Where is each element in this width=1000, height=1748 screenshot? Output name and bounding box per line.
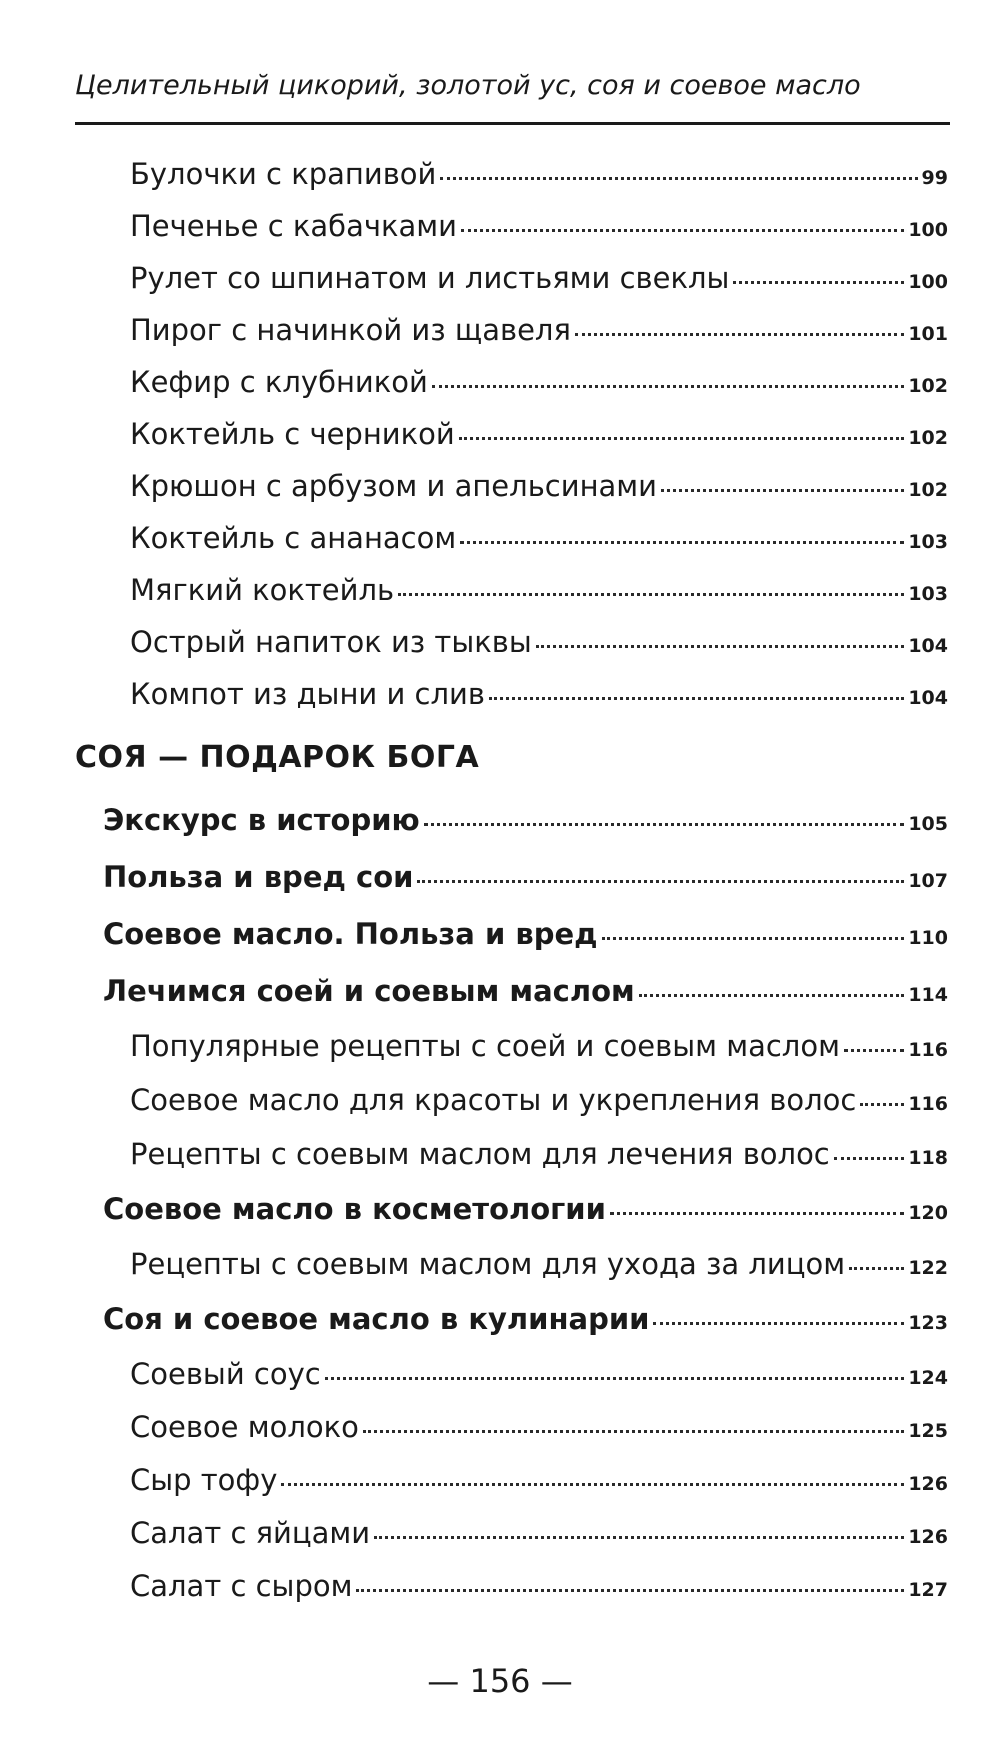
toc-entry[interactable]: [130, 1132, 948, 1176]
toc-entry-label: Соевое масло в косметологии: [103, 1192, 606, 1226]
toc-entry-label: Рецепты с соевым маслом для лечения волос: [130, 1137, 830, 1171]
toc-entry-label: Популярные рецепты с соей и соевым маслом: [130, 1029, 840, 1063]
dot-leader: [440, 177, 917, 180]
toc-entry[interactable]: [130, 256, 948, 300]
toc-entry-label: Пирог с начинкой из щавеля: [130, 313, 571, 347]
dot-leader: [602, 937, 905, 940]
toc-entry-page: 105: [908, 813, 948, 835]
dot-leader: [844, 1049, 904, 1052]
toc-entry-label: Острый напиток из тыквы: [130, 625, 532, 659]
dot-leader: [653, 1322, 904, 1325]
toc-entry[interactable]: [103, 1187, 948, 1231]
toc-entry-page: 102: [908, 375, 948, 397]
toc-entry[interactable]: [103, 912, 948, 956]
toc-entry-label: Салат с яйцами: [130, 1516, 371, 1550]
toc-entry-label: Соя и соевое масло в кулинарии: [103, 1302, 650, 1336]
toc-entry[interactable]: [130, 204, 948, 248]
toc-entry[interactable]: [103, 798, 948, 842]
dot-leader: [536, 645, 905, 648]
dot-leader: [424, 823, 905, 826]
toc-entry[interactable]: [130, 412, 948, 456]
toc-entry-label: Соевый соус: [130, 1357, 321, 1391]
dot-leader: [363, 1430, 904, 1433]
toc-entry-page: 116: [908, 1093, 948, 1115]
toc-entry[interactable]: [130, 308, 948, 352]
page-number: — 156 —: [427, 1662, 573, 1700]
toc-entry[interactable]: [130, 360, 948, 404]
toc-entry-page: 102: [908, 427, 948, 449]
toc-entry-page: 120: [908, 1202, 948, 1224]
toc-entry-label: Соевое масло для красоты и укрепления волос: [130, 1083, 857, 1117]
dot-leader: [461, 229, 904, 232]
toc-entry[interactable]: [130, 1242, 948, 1286]
toc-entry[interactable]: [130, 1078, 948, 1122]
toc-entry-label: Кефир с клубникой: [130, 365, 428, 399]
toc-entry[interactable]: [130, 1458, 948, 1502]
toc-entry[interactable]: [130, 1564, 948, 1608]
toc-entry-label: Коктейль с ананасом: [130, 521, 457, 555]
toc-entry-page: 104: [908, 687, 948, 709]
toc-entry-page: 116: [908, 1039, 948, 1061]
dot-leader: [860, 1103, 904, 1106]
toc-entry[interactable]: [130, 1511, 948, 1555]
dot-leader: [849, 1267, 904, 1270]
toc-entry-label: Экскурс в историю: [103, 803, 420, 837]
toc-entry-page: 126: [908, 1526, 948, 1548]
dot-leader: [325, 1377, 905, 1380]
toc-entry-label: Сыр тофу: [130, 1463, 278, 1497]
toc-entry[interactable]: [130, 464, 948, 508]
toc-entry-page: 114: [908, 984, 948, 1006]
toc-entry-label: Лечимся соей и соевым маслом: [103, 974, 635, 1008]
toc-entry-page: 103: [908, 583, 948, 605]
toc-entry-page: 122: [908, 1257, 948, 1279]
dot-leader: [417, 880, 904, 883]
toc-entry-label: Соевое молоко: [130, 1410, 359, 1444]
toc-entry-page: 107: [908, 870, 948, 892]
toc-entry[interactable]: [130, 516, 948, 560]
dot-leader: [733, 281, 904, 284]
dot-leader: [834, 1157, 905, 1160]
toc-entry-label: Мягкий коктейль: [130, 573, 395, 607]
dot-leader: [460, 541, 904, 544]
toc-entry[interactable]: [130, 152, 948, 196]
dot-leader: [575, 333, 904, 336]
dot-leader: [489, 697, 904, 700]
toc-entry[interactable]: [130, 1024, 948, 1068]
toc-entry[interactable]: [130, 672, 948, 716]
toc-entry[interactable]: [103, 1297, 948, 1341]
running-header: Целительный цикорий, золотой ус, соя и соевое масло: [75, 70, 861, 101]
toc-entry-page: 100: [908, 219, 948, 241]
toc-entry-page: 125: [908, 1420, 948, 1442]
toc-entry[interactable]: [130, 1405, 948, 1449]
toc-entry-page: 118: [908, 1147, 948, 1169]
toc-entry[interactable]: [130, 620, 948, 664]
toc-entry-page: 102: [908, 479, 948, 501]
toc-entry-label: Салат с сыром: [130, 1569, 353, 1603]
dot-leader: [639, 994, 905, 997]
toc-entry-page: 110: [908, 927, 948, 949]
toc-entry-label: Соевое масло. Польза и вред: [103, 917, 598, 951]
toc-entry[interactable]: [130, 568, 948, 612]
toc-entry[interactable]: [130, 1352, 948, 1396]
toc-entry[interactable]: [103, 855, 948, 899]
dot-leader: [356, 1589, 904, 1592]
toc-entry-label: Компот из дыни и слив: [130, 677, 485, 711]
toc-entry-label: Рулет со шпинатом и листьями свеклы: [130, 261, 730, 295]
toc-entry-page: 124: [908, 1367, 948, 1389]
toc-entry-label: Булочки с крапивой: [130, 157, 437, 191]
toc-entry-page: 103: [908, 531, 948, 553]
toc-entry-page: 127: [908, 1579, 948, 1601]
toc-entry-page: 126: [908, 1473, 948, 1495]
toc-entry-page: 123: [908, 1312, 948, 1334]
dot-leader: [398, 593, 904, 596]
toc-entry-label: Польза и вред сои: [103, 860, 414, 894]
toc-entry-label: Печенье с кабачками: [130, 209, 457, 243]
dot-leader: [281, 1483, 904, 1486]
toc-entry[interactable]: [103, 969, 948, 1013]
dot-leader: [459, 437, 905, 440]
toc-entry-label: Крюшон с арбузом и апельсинами: [130, 469, 658, 503]
toc-entry-page: 99: [921, 167, 948, 189]
dot-leader: [374, 1536, 904, 1539]
dot-leader: [610, 1212, 904, 1215]
dot-leader: [432, 385, 904, 388]
section-title: СОЯ — ПОДАРОК БОГА: [75, 740, 480, 775]
toc-entry-page: 104: [908, 635, 948, 657]
dot-leader: [661, 489, 904, 492]
toc-entry-page: 101: [908, 323, 948, 345]
toc-entry-label: Рецепты с соевым маслом для ухода за лицом: [130, 1247, 846, 1281]
toc-entry-label: Коктейль с черникой: [130, 417, 455, 451]
toc-entry-page: 100: [908, 271, 948, 293]
